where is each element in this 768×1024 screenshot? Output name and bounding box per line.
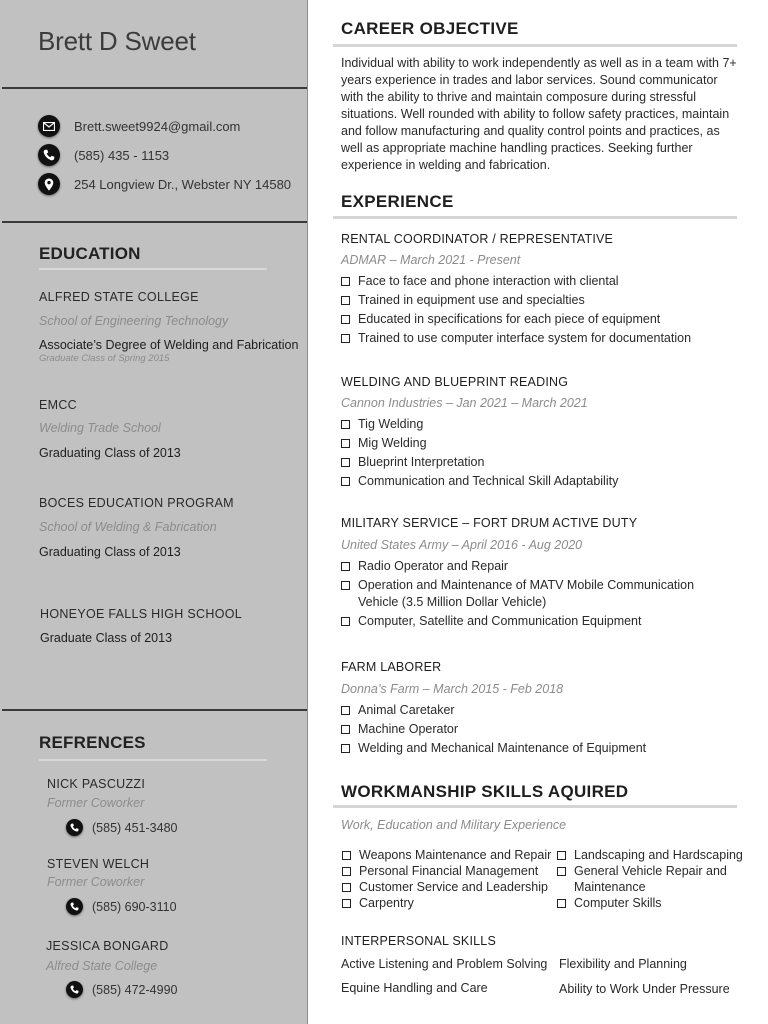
- checkbox-bullet-icon: [341, 562, 350, 571]
- experience-heading: EXPERIENCE: [341, 192, 454, 211]
- education-program: Welding Trade School: [39, 421, 161, 435]
- education-heading: EDUCATION: [39, 244, 141, 263]
- heading-underline: [333, 44, 737, 47]
- objective-text: Individual with ability to work independently as well as in a team with 7+ years experience in trades and labor services. Sound communicator with the ability to thrive and maintain composure during stressful situations. Well rounded with ability to follow safety practices, maintain and follow manufacturing and quality control points and practices, as well as appropriate machine handling practices. Seeking further experience in welding and fabrication.: [341, 56, 737, 172]
- job-employer-dates: ADMAR – March 2021 - Present: [341, 253, 521, 267]
- bullet-text: Trained in equipment use and specialties: [358, 293, 585, 307]
- job-employer-dates: Cannon Industries – Jan 2021 – March 2021: [341, 396, 588, 410]
- job-bullets: [341, 416, 731, 492]
- contact-address: [38, 172, 291, 196]
- education-school: BOCES EDUCATION PROGRAM: [39, 496, 234, 510]
- heading-underline: [39, 268, 267, 270]
- checkbox-bullet-icon: [341, 334, 350, 343]
- checkbox-bullet-icon: [341, 744, 350, 753]
- job-bullets: [341, 702, 731, 759]
- reference-name: JESSICA BONGARD: [46, 939, 169, 953]
- phone-text: (585) 435 - 1153: [74, 147, 170, 163]
- checkbox-bullet-icon: [341, 477, 350, 486]
- list-item: [342, 879, 554, 895]
- phone-icon: [38, 144, 60, 166]
- reference-name: STEVEN WELCH: [47, 857, 150, 871]
- bullet-text: Educated in specifications for each piece of equipment: [358, 312, 661, 326]
- skill-text: Carpentry: [359, 896, 414, 910]
- bullet-text: Animal Caretaker: [358, 703, 455, 717]
- education-degree: Graduating Class of 2013: [39, 446, 181, 460]
- reference-role: Alfred State College: [46, 959, 158, 973]
- checkbox-bullet-icon: [557, 867, 566, 876]
- education-school: EMCC: [39, 398, 78, 412]
- checkbox-bullet-icon: [342, 899, 351, 908]
- skill-text: Personal Financial Management: [359, 864, 539, 878]
- education-note: Graduate Class of Spring 2015: [39, 353, 170, 364]
- list-item: [341, 740, 731, 757]
- interpersonal-skill: Flexibility and Planning: [559, 957, 687, 971]
- bullet-text: Communication and Technical Skill Adaptability: [358, 474, 619, 488]
- heading-underline: [333, 805, 737, 808]
- education-school: ALFRED STATE COLLEGE: [39, 290, 199, 304]
- checkbox-bullet-icon: [342, 883, 351, 892]
- list-item: [557, 895, 747, 911]
- checkbox-bullet-icon: [342, 867, 351, 876]
- list-item: [341, 311, 731, 328]
- list-item: [342, 847, 554, 863]
- bullet-text: Trained to use computer interface system for documentation: [358, 331, 692, 345]
- checkbox-bullet-icon: [342, 851, 351, 860]
- reference-role: Former Coworker: [47, 796, 145, 810]
- checkbox-bullet-icon: [341, 617, 350, 626]
- bullet-text: Tig Welding: [358, 417, 424, 431]
- checkbox-bullet-icon: [341, 458, 350, 467]
- skills-left-column: [342, 847, 554, 911]
- list-item: [341, 721, 731, 738]
- education-program: School of Welding & Fabrication: [39, 520, 217, 534]
- education-school: HONEYOE FALLS HIGH SCHOOL: [40, 607, 242, 621]
- list-item: [341, 577, 711, 611]
- skills-subtitle: Work, Education and Military Experience: [341, 818, 567, 832]
- list-item: [341, 702, 731, 719]
- bullet-text: Operation and Maintenance of MATV Mobile Communication Vehicle (3.5 Million Dollar Vehicle): [358, 578, 695, 609]
- checkbox-bullet-icon: [557, 899, 566, 908]
- job-title: MILITARY SERVICE – FORT DRUM ACTIVE DUTY: [341, 516, 638, 530]
- references-heading: REFRENCES: [39, 733, 146, 752]
- skill-text: General Vehicle Repair and Maintenance: [574, 864, 727, 894]
- checkbox-bullet-icon: [341, 277, 350, 286]
- checkbox-bullet-icon: [341, 706, 350, 715]
- phone-icon: [66, 898, 83, 915]
- job-bullets: [341, 558, 711, 632]
- list-item: [341, 558, 711, 575]
- divider: [2, 709, 307, 711]
- divider: [2, 87, 307, 89]
- email-icon: [38, 115, 60, 137]
- list-item: [342, 895, 554, 911]
- checkbox-bullet-icon: [341, 296, 350, 305]
- reference-phone[interactable]: [66, 898, 177, 915]
- bullet-text: Computer, Satellite and Communication Equipment: [358, 614, 642, 628]
- skill-text: Computer Skills: [574, 896, 662, 910]
- reference-phone-text: (585) 451-3480: [92, 820, 178, 835]
- skill-text: Weapons Maintenance and Repair: [359, 848, 552, 862]
- interpersonal-skill: Equine Handling and Care: [341, 981, 488, 995]
- bullet-text: Radio Operator and Repair: [358, 559, 509, 573]
- skills-heading: WORKMANSHIP SKILLS AQUIRED: [341, 782, 629, 801]
- checkbox-bullet-icon: [341, 725, 350, 734]
- heading-underline: [39, 759, 267, 761]
- list-item: [342, 863, 554, 879]
- list-item: [341, 273, 731, 290]
- reference-phone[interactable]: [66, 819, 177, 836]
- reference-role: Former Coworker: [47, 875, 145, 889]
- reference-phone[interactable]: [66, 981, 177, 998]
- job-title: RENTAL COORDINATOR / REPRESENTATIVE: [341, 232, 614, 246]
- list-item: [341, 330, 731, 347]
- job-employer-dates: United States Army – April 2016 - Aug 2020: [341, 538, 583, 552]
- bullet-text: Welding and Mechanical Maintenance of Equipment: [358, 741, 647, 755]
- checkbox-bullet-icon: [341, 581, 350, 590]
- list-item: [341, 454, 731, 471]
- reference-phone-text: (585) 472-4990: [92, 982, 178, 997]
- checkbox-bullet-icon: [557, 851, 566, 860]
- list-item: [341, 292, 731, 309]
- interpersonal-heading: INTERPERSONAL SKILLS: [341, 934, 496, 948]
- list-item: [341, 473, 731, 490]
- list-item: [557, 863, 747, 895]
- education-program: School of Engineering Technology: [39, 314, 229, 328]
- contact-phone[interactable]: [38, 143, 169, 167]
- job-employer-dates: Donna’s Farm – March 2015 - Feb 2018: [341, 682, 564, 696]
- bullet-text: Blueprint Interpretation: [358, 455, 485, 469]
- location-icon: [38, 173, 60, 195]
- education-degree: Associate’s Degree of Welding and Fabrication: [39, 338, 299, 352]
- divider: [2, 221, 307, 223]
- phone-icon: [66, 819, 83, 836]
- reference-phone-text: (585) 690-3110: [92, 899, 177, 914]
- bullet-text: Mig Welding: [358, 436, 427, 450]
- job-bullets: [341, 273, 731, 349]
- list-item: [557, 847, 747, 863]
- sidebar-divider: [307, 0, 308, 1024]
- list-item: [341, 416, 731, 433]
- job-title: WELDING AND BLUEPRINT READING: [341, 375, 569, 389]
- bullet-text: Machine Operator: [358, 722, 459, 736]
- skills-right-column: [557, 847, 747, 911]
- reference-name: NICK PASCUZZI: [47, 777, 146, 791]
- interpersonal-skill: Active Listening and Problem Solving: [341, 957, 548, 971]
- list-item: [341, 613, 711, 630]
- heading-underline: [333, 216, 737, 219]
- skill-text: Landscaping and Hardscaping: [574, 848, 743, 862]
- education-degree: Graduate Class of 2013: [40, 631, 173, 645]
- interpersonal-skill: Ability to Work Under Pressure: [559, 982, 730, 996]
- objective-heading: CAREER OBJECTIVE: [341, 19, 519, 38]
- address-text: 254 Longview Dr., Webster NY 14580: [74, 176, 292, 192]
- education-degree: Graduating Class of 2013: [39, 545, 181, 559]
- list-item: [341, 435, 731, 452]
- bullet-text: Face to face and phone interaction with cliental: [358, 274, 619, 288]
- email-text: Brett.sweet9924@gmail.com: [74, 118, 241, 134]
- checkbox-bullet-icon: [341, 439, 350, 448]
- phone-icon: [66, 981, 83, 998]
- skill-text: Customer Service and Leadership: [359, 880, 548, 894]
- contact-email[interactable]: [38, 114, 240, 138]
- job-title: FARM LABORER: [341, 660, 442, 674]
- checkbox-bullet-icon: [341, 420, 350, 429]
- resume-name: Brett D Sweet: [38, 26, 196, 56]
- checkbox-bullet-icon: [341, 315, 350, 324]
